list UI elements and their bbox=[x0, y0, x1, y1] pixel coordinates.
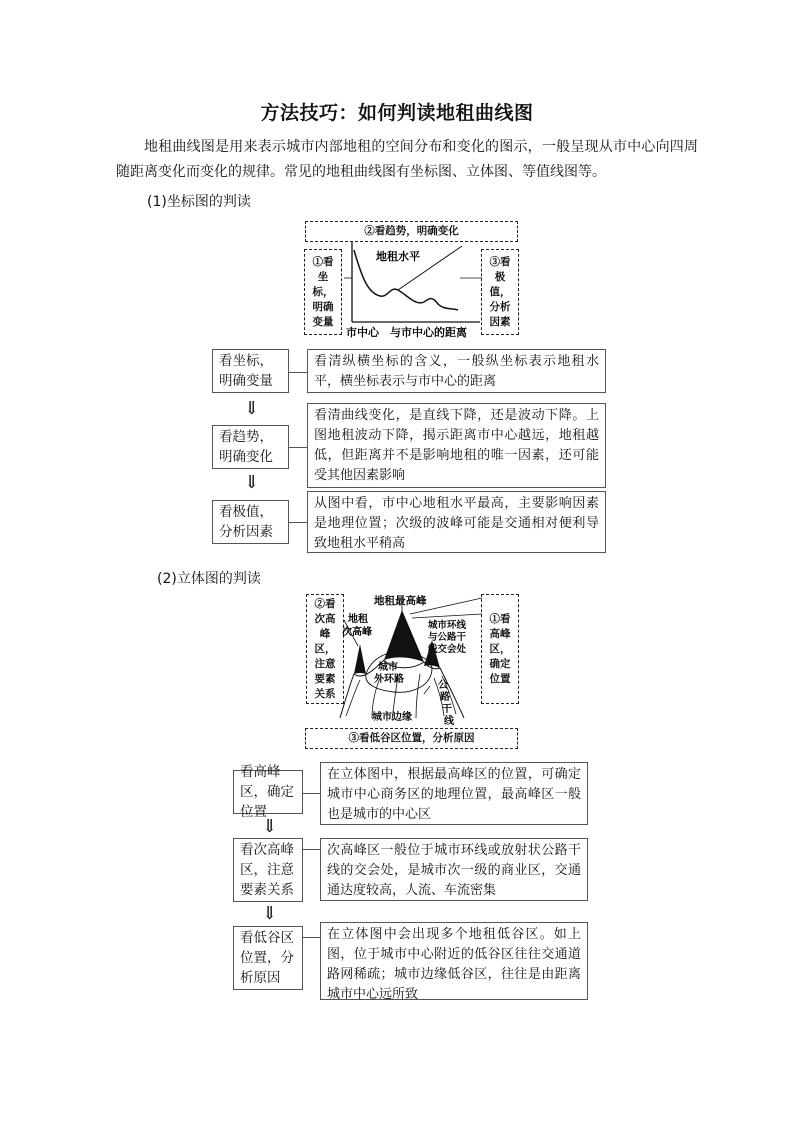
s2-arrow1-icon: ⇓ bbox=[262, 816, 278, 837]
fig2-junction-label-line3: 线交会处 bbox=[428, 644, 467, 655]
fig2-peak-label: 地租最高峰 bbox=[374, 595, 427, 607]
s2-step2-label bbox=[233, 838, 303, 902]
fig2-highway-label-line4: 线 bbox=[444, 716, 454, 727]
fig1-y-label: 地租水平 bbox=[376, 250, 420, 263]
s1-step1-label-text: 看坐标，明确变量 bbox=[219, 353, 273, 389]
s1-arrow2-icon: ⇓ bbox=[244, 472, 260, 493]
s1-step1-text: 看清纵横坐标的含义，一般纵坐标表示地租水平，横坐标表示与市中心的距离 bbox=[307, 349, 606, 393]
s2-step1-label bbox=[233, 764, 303, 820]
s1-connector2 bbox=[289, 447, 307, 448]
fig1-x-label: 与市中心的距离 bbox=[390, 326, 467, 339]
s1-step2-label-text: 看趋势，明确变化 bbox=[219, 429, 273, 465]
fig1-curve-chart bbox=[340, 238, 485, 342]
s1-step3-text: 从图中看，市中心地租水平最高，主要影响因素是地理位置；次级的波峰可能是交通相对便利导致地租水平稍高 bbox=[307, 491, 606, 553]
fig2-highway-label-line2: 路 bbox=[440, 692, 450, 703]
fig1-left-box bbox=[304, 249, 342, 335]
s1-step2-label bbox=[212, 425, 289, 469]
fig2-bottom-label: ③看低谷区位置，分析原因 bbox=[348, 732, 475, 744]
fig1-right-label: ③看极值，分析因素 bbox=[489, 255, 511, 328]
fig2-sub-peak-left bbox=[354, 644, 366, 674]
s1-arrow1-icon: ⇓ bbox=[244, 398, 260, 419]
s1-connector1 bbox=[289, 372, 307, 373]
fig2-ring-label-line2: 外环路 bbox=[374, 674, 404, 685]
section2-heading: (2)立体图的判读 bbox=[157, 571, 261, 587]
s1-step3-label bbox=[212, 500, 289, 544]
s1-step2-text: 看清曲线变化，是直线下降，还是波动下降。上图地租波动下降，揭示距离市中心越远，地租越低，但距离并不是影响地租的唯一因素，还可能受其他因素影响 bbox=[307, 403, 606, 488]
fig2-edge-label: 城市边缘 bbox=[372, 712, 412, 723]
fig2-3d-map bbox=[332, 588, 492, 728]
s1-step3-label-text: 看极值，分析因素 bbox=[219, 504, 273, 540]
fig2-highway-label-line1: 公 bbox=[438, 680, 448, 691]
s2-step2-label-text: 看次高峰区，注意要素关系 bbox=[240, 842, 294, 898]
s2-connector3 bbox=[303, 937, 320, 938]
fig2-leader-right-box-2 bbox=[412, 614, 482, 618]
s2-step1-label-text: 看高峰区，确定位置 bbox=[240, 764, 294, 820]
fig1-top-label: ②看趋势，明确变化 bbox=[364, 225, 459, 237]
s2-arrow2-icon: ⇓ bbox=[262, 903, 278, 924]
fig1-x-origin-label: 市中心 bbox=[346, 326, 379, 339]
fig2-junction-label-line2: 与公路干 bbox=[428, 632, 467, 643]
s2-step3-label bbox=[233, 926, 303, 990]
s2-connector2 bbox=[303, 849, 320, 850]
fig2-left-label: ②看次高峰区，注意要素关系 bbox=[314, 597, 336, 700]
fig2-leader-highway bbox=[424, 686, 430, 694]
s2-step3-text: 在立体图中会出现多个地租低谷区。如上图，位于城市中心附近的低谷区往往交通道路网稀疏；城市边缘低谷区，往往是由距离城市中心远所致 bbox=[320, 922, 588, 1000]
fig2-sub-peak-label-line2: 次高峰 bbox=[342, 627, 372, 638]
fig2-sub-peak-label-line1: 地租 bbox=[348, 614, 368, 625]
s2-step1-text: 在立体图中，根据最高峰区的位置，可确定城市中心商务区的地理位置，最高峰区一般也是城市的中心区 bbox=[320, 762, 588, 825]
fig1-right-box bbox=[481, 249, 519, 335]
fig2-highway-label-line3: 干 bbox=[442, 704, 452, 715]
s2-connector1 bbox=[303, 793, 320, 794]
s1-connector3 bbox=[289, 522, 307, 523]
fig2-bottom-box bbox=[305, 728, 518, 749]
s2-step3-label-text: 看低谷区位置，分析原因 bbox=[240, 930, 294, 986]
fig2-right-label: ①看高峰区，确定位置 bbox=[489, 612, 511, 685]
intro-paragraph: 地租曲线图是用来表示城市内部地租的空间分布和变化的图示，一般呈现从市中心向四周随距离变化而变化的规律。常见的地租曲线图有坐标图、立体图、等值线图等。 bbox=[116, 139, 698, 180]
s2-step2-text: 次高峰区一般位于城市环线或放射状公路干线的交会处，是城市次一级的商业区，交通通达度较高，人流、车流密集 bbox=[320, 838, 588, 901]
section1-heading: (1)坐标图的判读 bbox=[147, 194, 251, 210]
s1-step1-label bbox=[212, 349, 289, 393]
page-title: 方法技巧：如何判读地租曲线图 bbox=[260, 102, 534, 124]
fig2-ring-label-line1: 城市 bbox=[378, 662, 398, 673]
fig1-left-label: ①看坐标，明确变量 bbox=[312, 255, 334, 328]
fig2-junction-label-line1: 城市环线 bbox=[428, 620, 467, 631]
